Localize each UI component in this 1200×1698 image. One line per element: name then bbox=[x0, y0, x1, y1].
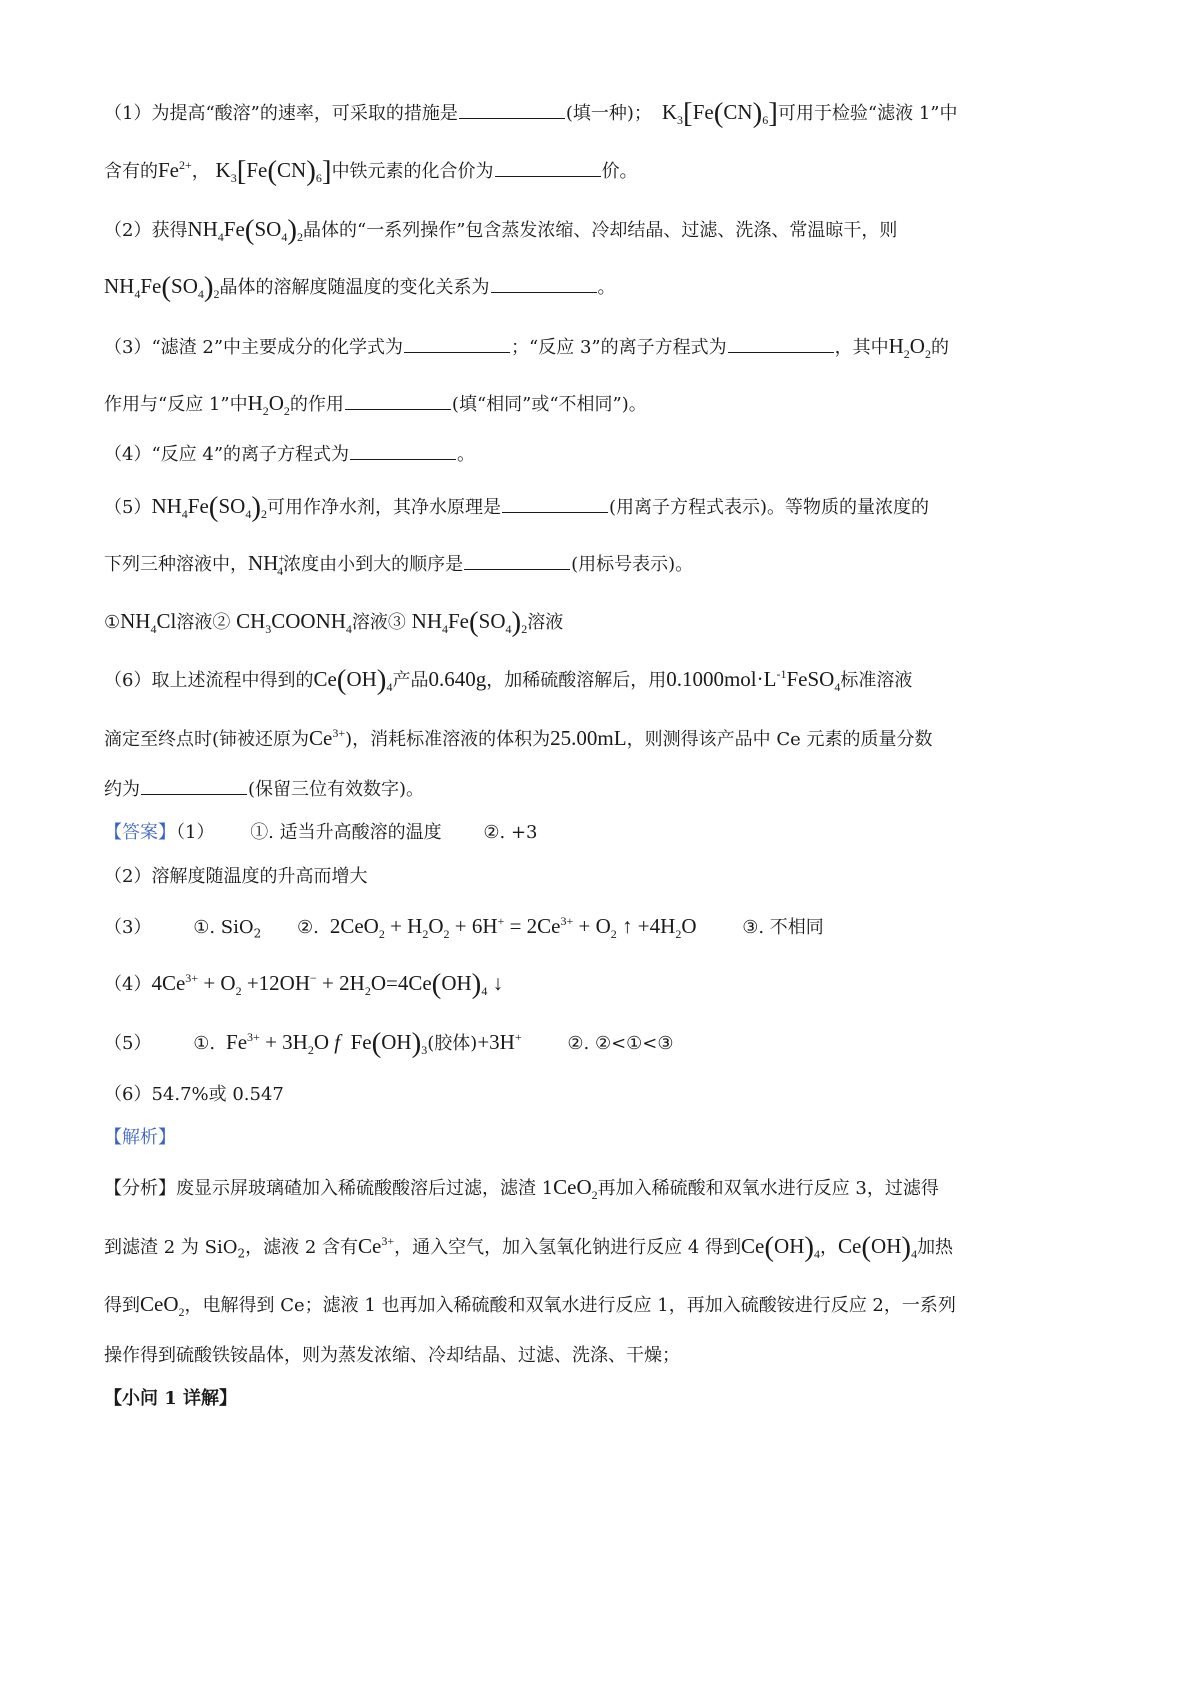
answer-blank bbox=[404, 336, 510, 353]
formula-ceoh4: $Ce(OH)_4$ bbox=[313, 664, 393, 696]
formula-nh4: $NH^+_4$ bbox=[248, 551, 286, 579]
formula-ce3: $Ce^{3+}$ bbox=[358, 1234, 395, 1258]
formula-h2o2: $H_2O_2$ bbox=[247, 391, 290, 419]
q3-line2: 作用与“反应 1”中$H_2O_2$的作用 (填“相同”或“不相同”)。 bbox=[104, 391, 647, 419]
answer-blank bbox=[728, 336, 834, 353]
q1-line2: 含有的$Fe^{2+}$， $K_3[Fe(CN)_6]$中铁元素的化合价为 价。 bbox=[104, 155, 638, 187]
formula-nh4feso42: $NH_4Fe(SO_4)_2$ bbox=[187, 214, 303, 246]
q2-line1: （2）获得$NH_4Fe(SO_4)_2$晶体的“一系列操作”包含蒸发浓缩、冷却结晶、过滤、洗涤、常温晾干，则 bbox=[104, 214, 898, 246]
q5-line1: $(5)NH_4Fe(SO_4)_2$可用作净水剂，其净水原理是 (用离子方程式表示)。等物质的量浓度的 bbox=[104, 491, 930, 523]
answer-3: （3） ①. SiO$_2$ ②. $2CeO_2 + H_2O_2 + 6H^+ = 2Ce^{3+} + O_2$ ↑ $+4H_2O$ ③. 不相同 bbox=[104, 914, 824, 942]
answer-tag: 【答案】 bbox=[104, 822, 176, 843]
answer-blank bbox=[141, 778, 247, 795]
formula-h2o2: $H_2O_2$ bbox=[888, 334, 931, 362]
equation-reaction-3: $2CeO_2 + H_2O_2 + 6H^+ = 2Ce^{3+} + O_2$ ↑ $+4H_2O$ bbox=[324, 914, 697, 942]
formula-nh4cl: $NH_4Cl$ bbox=[120, 609, 177, 637]
q1-line1: （1）为提高“酸溶”的速率，可采取的措施是 (填一种)； $K_3[Fe(CN)_6]$可用于检验“滤液 1”中 bbox=[104, 97, 958, 129]
q6-line3: 约为 (保留三位有效数字)。 bbox=[104, 779, 425, 800]
formula-fe2: $Fe^{2+}$ bbox=[158, 158, 192, 182]
formula-ch3coonh4: $CH_3COONH_4$ bbox=[236, 609, 352, 637]
answer-2: （2）溶解度随温度的升高而增大 bbox=[104, 866, 368, 887]
analysis-line1: 【分析】废显示屏玻璃碴加入稀硫酸酸溶后过滤，滤渣 1CeO$_2$再加入稀硫酸和双氧水进行反应 3，过滤得 bbox=[104, 1175, 939, 1203]
sample-mass: 0.640g bbox=[428, 667, 487, 691]
answer-blank bbox=[495, 160, 601, 177]
formula-ceoh4: $Ce(OH)_4$ bbox=[838, 1231, 918, 1263]
formula-nh4feso42: $NH_4Fe(SO_4)_2$ bbox=[151, 491, 267, 523]
answer-blank bbox=[464, 553, 570, 570]
subquestion-1-heading: 【小问 1 详解】 bbox=[104, 1388, 238, 1409]
q6-line1: （6）取上述流程中得到的$Ce(OH)_4$产品0.640g，加稀硫酸溶解后，用$0.1000mol\cdot L^{-1}FeSO_4$标准溶液 bbox=[104, 664, 913, 696]
formula-k3fecn6: $K_3[Fe(CN)_6]$ bbox=[661, 97, 778, 129]
formula-k3fecn6-2: $K_3[Fe(CN)_6]$ bbox=[215, 155, 332, 187]
formula-ceo2: CeO$_2$ bbox=[553, 1175, 598, 1203]
titrant-concentration: $0.1000mol\cdot L^{-1}FeSO_4$ bbox=[666, 667, 841, 695]
titrant-volume: 25.00mL bbox=[550, 726, 627, 750]
formula-ce3: $Ce^{3+}$ bbox=[309, 726, 346, 750]
answer-blank bbox=[350, 443, 456, 460]
answer-6: （6）54.7%或 0.547 bbox=[104, 1084, 284, 1105]
q2-line2: $NH_4Fe(SO_4)_2$晶体的溶解度随温度的变化关系为 。 bbox=[104, 271, 616, 303]
answer-blank bbox=[345, 393, 451, 410]
answer-blank bbox=[502, 496, 608, 513]
q4-line: （4）“反应 4”的离子方程式为 。 bbox=[104, 444, 476, 465]
q3-line1: （3）“滤渣 2”中主要成分的化学式为 ；“反应 3”的离子方程式为 ，其中$H_2O_2$的 bbox=[104, 334, 949, 362]
formula-nh4feso42: $NH_4Fe(SO_4)_2$ bbox=[104, 271, 220, 303]
answer-blank bbox=[491, 276, 597, 293]
analysis-line2: 到滤渣 2 为 SiO$_2$，滤液 2 含有$Ce^{3+}$，通入空气，加入氢氧化钠进行反应 4 得到$Ce(OH)_4$，$Ce(OH)_4$加热 bbox=[104, 1231, 954, 1263]
equation-reaction-4: $4Ce^{3+} + O_2 +12OH^- + 2H_2O=4Ce(OH)_4$ ↓ bbox=[151, 968, 504, 1000]
formula-ceoh4: $Ce(OH)_4$ bbox=[741, 1231, 821, 1263]
formula-nh4feso42: $NH_4Fe(SO_4)_2$ bbox=[411, 606, 528, 638]
analysis-line3: 得到CeO$_2$，电解得到 Ce；滤液 1 也再加入稀硫酸和双氧水进行反应 1，再加入硫酸铵进行反应 2，一系列 bbox=[104, 1292, 956, 1320]
analysis-line4: 操作得到硫酸铁铵晶体，则为蒸发浓缩、冷却结晶、过滤、洗涤、干燥； bbox=[104, 1345, 680, 1366]
formula-ceo2: CeO$_2$ bbox=[140, 1292, 185, 1320]
answer-1: 【答案】（1） ①. 适当升高酸溶的温度 ②. +3 bbox=[104, 822, 538, 843]
analysis-tag: 【解析】 bbox=[104, 1127, 176, 1148]
q6-line2: 滴定至终点时(铈被还原为$Ce^{3+}$)，消耗标准溶液的体积为25.00mL，则测得该产品中 Ce 元素的质量分数 bbox=[104, 726, 933, 750]
answer-5: （5） ①. $Fe^{3+} + 3H_2O$ f $Fe(OH)_3$(胶体)+3H+ ②. ②<①<③ bbox=[104, 1027, 674, 1059]
q5-options: $①NH_4Cl$溶液② $CH_3COONH_4$溶液③ $NH_4Fe(SO_4)_2$溶液 bbox=[104, 606, 564, 638]
answer-4: $(4)4Ce^{3+} + O_2 +12OH^- + 2H_2O=4Ce(OH)_4$ ↓ bbox=[104, 968, 504, 1000]
equation-hydrolysis: $Fe^{3+} + 3H_2O$ f $Fe(OH)_3$ bbox=[220, 1027, 428, 1059]
q5-line2: 下列三种溶液中，$NH^+_4$浓度由小到大的顺序是 (用标号表示)。 bbox=[104, 551, 694, 579]
answer-blank bbox=[459, 102, 565, 119]
